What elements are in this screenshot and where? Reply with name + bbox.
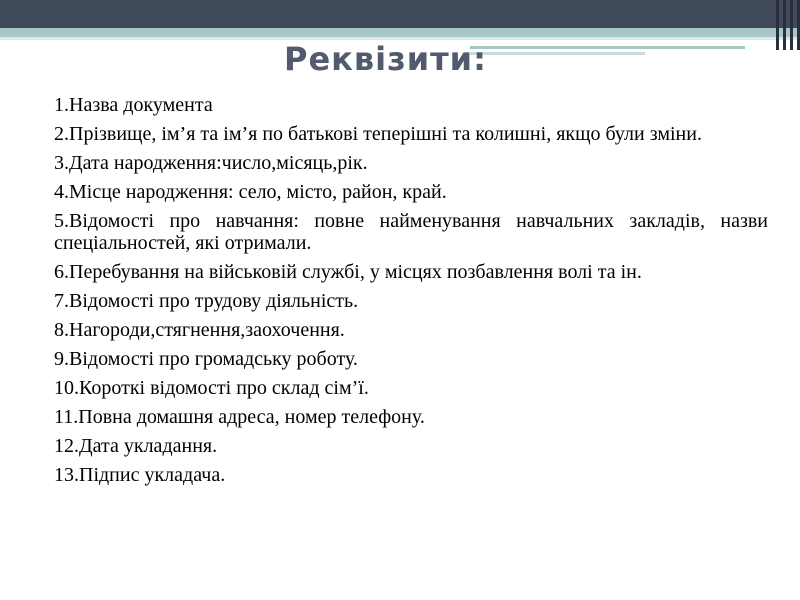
header-band	[0, 0, 800, 28]
list-item: 3.Дата народження:число,місяць,рік.	[54, 152, 368, 174]
list-item: 11.Повна домашня адреса, номер телефону.	[54, 406, 425, 428]
decorative-line	[470, 46, 745, 49]
list-item: 13.Підпис укладача.	[54, 464, 226, 486]
decorative-line	[470, 52, 645, 55]
list-item: 12.Дата укладання.	[54, 435, 218, 457]
list-item: 9.Відомості про громадську роботу.	[54, 348, 358, 370]
teal-accent-strip	[0, 28, 800, 37]
list-item: 6.Перебування на військовій службі, у місцях позбавлення волі та ін.	[54, 261, 642, 283]
corner-accent-bar	[783, 0, 786, 50]
slide-title: Реквізити:	[284, 40, 487, 78]
corner-accent-bar	[790, 0, 793, 50]
list-item: 1.Назва документа	[54, 94, 213, 116]
list-item: 4.Місце народження: село, місто, район, край.	[54, 181, 447, 203]
corner-accent-bar	[776, 0, 779, 50]
list-item: 7.Відомості про трудову діяльність.	[54, 290, 359, 312]
list-item: 8.Нагороди,стягнення,заохочення.	[54, 319, 345, 341]
list-item: 2.Прізвище, ім’я та ім’я по батькові теперішні та колишні, якщо були зміни.	[54, 123, 702, 145]
requisites-list	[54, 94, 768, 493]
list-item: 10.Короткі відомості про склад сім’ї.	[54, 377, 369, 399]
list-item: 5.Відомості про навчання: повне найменування навчальних закладів, назви спеціальностей, які отримали.	[54, 210, 768, 254]
